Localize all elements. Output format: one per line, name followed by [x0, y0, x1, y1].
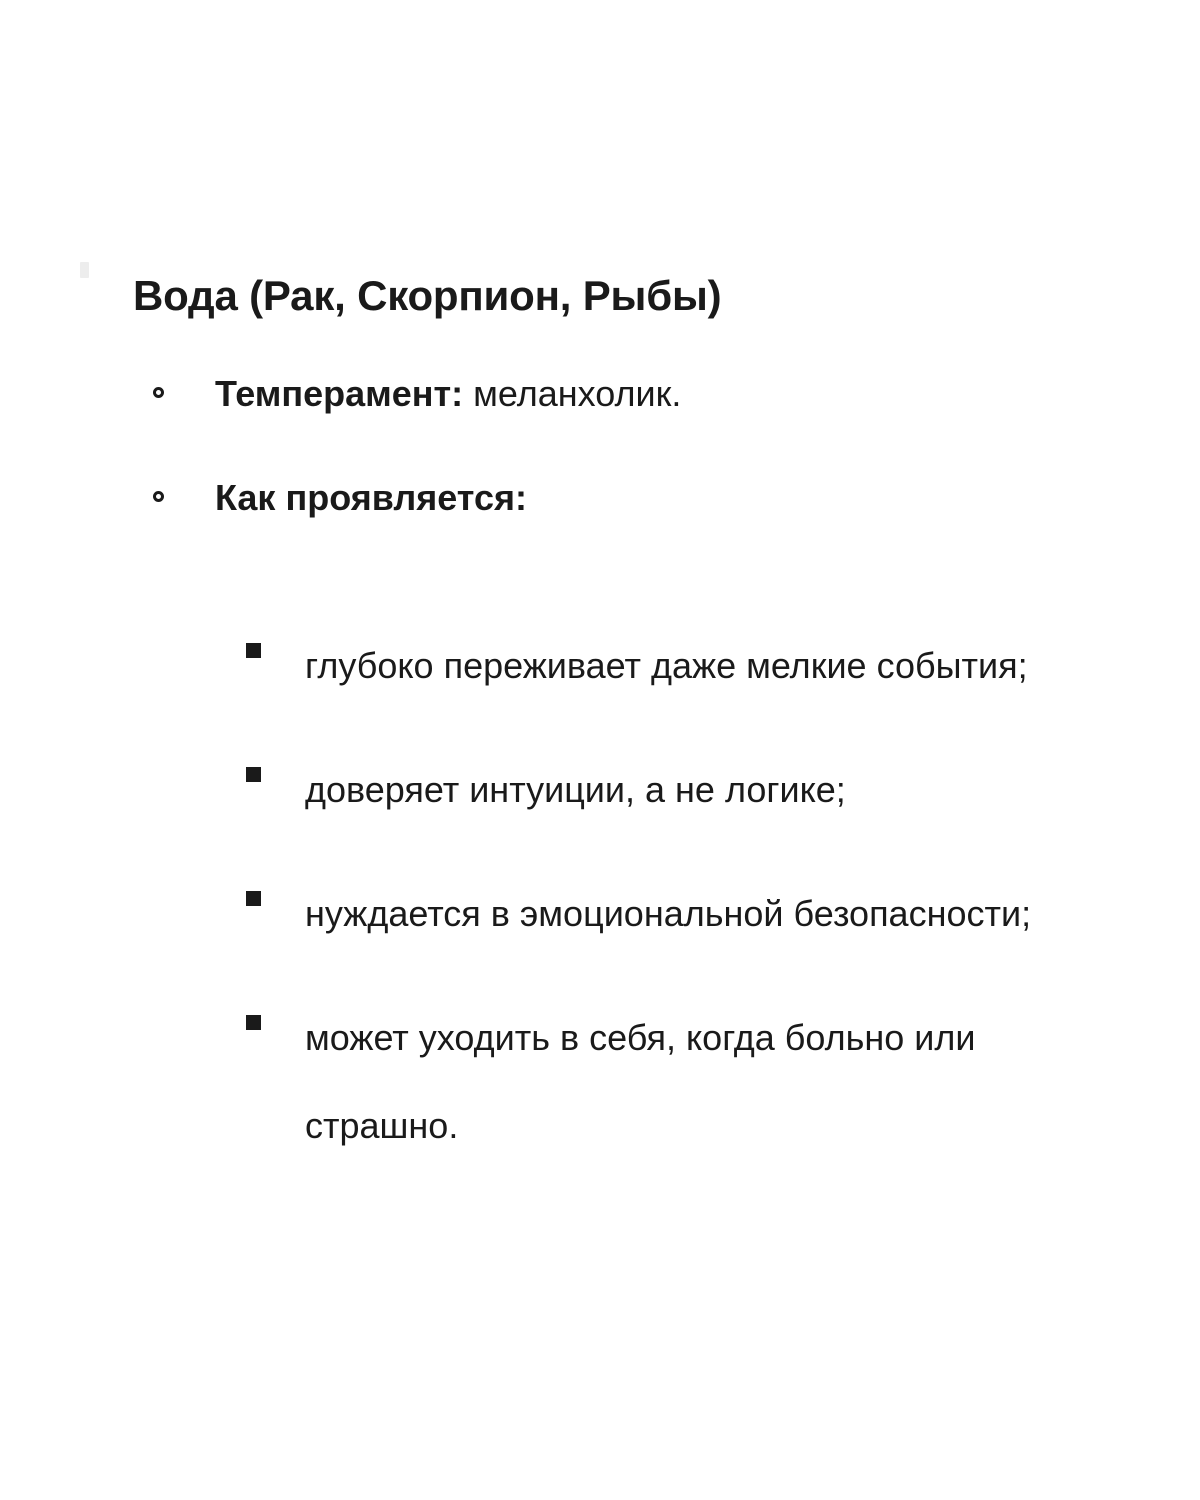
list-item: [0, 474, 1200, 538]
list-item: [0, 994, 1200, 1170]
secondary-bullet-list: [0, 622, 1200, 1206]
list-item-text: глубоко переживает даже мелкие события;: [305, 645, 1028, 686]
list-item-label-rest: меланхолик.: [463, 373, 682, 414]
list-item-text: может уходить в себя, когда больно или страшно.: [305, 1017, 976, 1146]
scan-artifact-mark: [80, 262, 89, 278]
list-item-text: нуждается в эмоциональной безопасности;: [305, 893, 1032, 934]
filled-square-bullet-icon: [246, 767, 261, 782]
list-item: [0, 870, 1200, 958]
filled-square-bullet-icon: [246, 1015, 261, 1030]
primary-bullet-list: [0, 370, 1200, 578]
list-item: [0, 622, 1200, 710]
filled-square-bullet-icon: [246, 891, 261, 906]
list-item-text: доверяет интуиции, а не логике;: [305, 769, 846, 810]
list-item-text: [215, 474, 1115, 523]
filled-square-bullet-icon: [246, 643, 261, 658]
list-item-text: [215, 370, 1115, 419]
list-item-label-bold: Темперамент:: [215, 373, 464, 414]
hollow-circle-bullet-icon: [153, 491, 164, 502]
list-item: [0, 370, 1200, 434]
page-title: Вода (Рак, Скорпион, Рыбы): [133, 272, 722, 320]
hollow-circle-bullet-icon: [153, 387, 164, 398]
list-item: [0, 746, 1200, 834]
list-item-label-bold: Как проявляется:: [215, 477, 527, 518]
